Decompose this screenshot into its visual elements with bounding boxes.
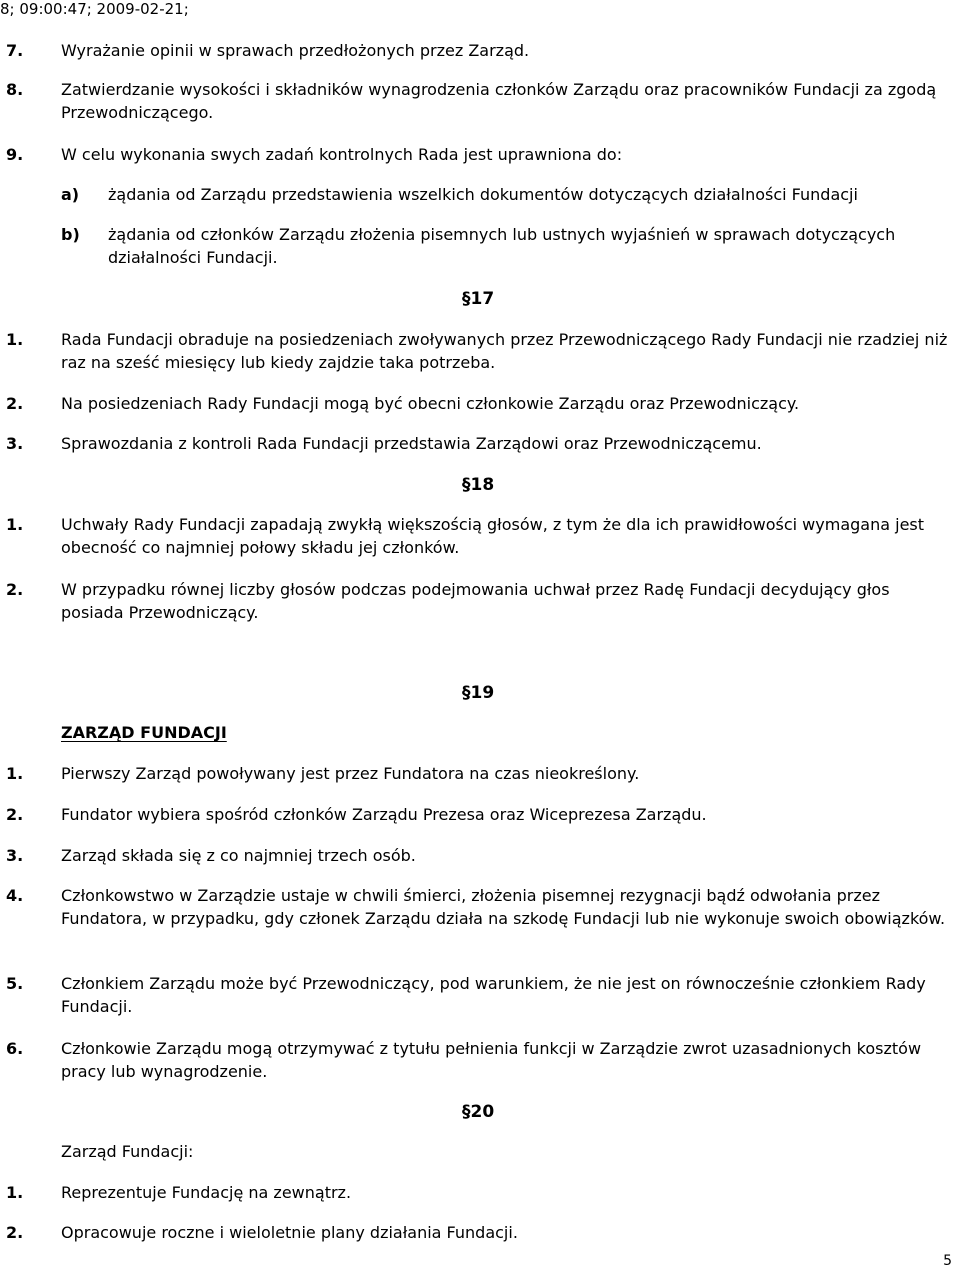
section-19-title: §19 — [462, 683, 495, 703]
item-number: 2. — [6, 805, 24, 824]
sub-item-a — [61, 183, 956, 206]
s17-item-1 — [6, 328, 950, 374]
s19-item-2 — [6, 803, 950, 826]
item-number: 1. — [6, 764, 24, 783]
s18-item-2 — [6, 578, 950, 624]
item-text: Zarząd składa się z co najmniej trzech osób. — [61, 846, 416, 865]
s19-item-4 — [6, 884, 950, 930]
item-number: 1. — [6, 515, 24, 534]
header-stamp: 8; 09:00:47; 2009-02-21; — [0, 0, 189, 18]
item-number: 5. — [6, 974, 24, 993]
section-17-title: §17 — [462, 289, 495, 309]
list-item-9 — [6, 143, 950, 166]
item-text: Członkowstwo w Zarządzie ustaje w chwili śmierci, złożenia pisemnej rezygnacji bądź odwołania przez Fundatora, w przypadku, gdy członek Zarządu działa na szkodę Fundacji lub nie wykonuje swoich obowiązków. — [61, 886, 946, 928]
item-text: żądania od Zarządu przedstawienia wszelkich dokumentów dotyczących działalności Fundacji — [108, 185, 858, 204]
item-number: 2. — [6, 580, 24, 599]
s19-item-6 — [6, 1037, 950, 1083]
item-number: 7. — [6, 41, 24, 60]
s19-item-3 — [6, 844, 950, 867]
s19-item-1 — [6, 762, 950, 785]
item-text: Fundator wybiera spośród członków Zarządu Prezesa oraz Wiceprezesa Zarządu. — [61, 805, 707, 824]
page-number: 5 — [943, 1253, 952, 1269]
item-number: b) — [61, 225, 80, 244]
s19-item-5 — [6, 972, 950, 1018]
item-text: Rada Fundacji obraduje na posiedzeniach zwoływanych przez Przewodniczącego Rady Fundacji nie rzadziej niż raz na sześć miesięcy lub kiedy zajdzie taka potrzeba. — [61, 330, 948, 372]
item-number: 4. — [6, 886, 24, 905]
item-text: W celu wykonania swych zadań kontrolnych Rada jest uprawniona do: — [61, 145, 623, 164]
item-text: Członkiem Zarządu może być Przewodniczący, pod warunkiem, że nie jest on równocześnie członkiem Rady Fundacji. — [61, 974, 926, 1016]
item-number: 6. — [6, 1039, 24, 1058]
section-heading-zarzad: ZARZĄD FUNDACJI — [61, 723, 227, 742]
s17-item-2 — [6, 392, 950, 415]
item-number: 9. — [6, 145, 24, 164]
item-text: Członkowie Zarządu mogą otrzymywać z tytułu pełnienia funkcji w Zarządzie zwrot uzasadnionych kosztów pracy lub wynagrodzenie. — [61, 1039, 922, 1081]
item-text: Sprawozdania z kontroli Rada Fundacji przedstawia Zarządowi oraz Przewodniczącemu. — [61, 434, 762, 453]
item-text: żądania od członków Zarządu złożenia pisemnych lub ustnych wyjaśnień w sprawach dotyczących działalności Fundacji. — [108, 225, 896, 267]
item-number: 8. — [6, 80, 24, 99]
s17-item-3 — [6, 432, 950, 455]
section-18-title: §18 — [462, 475, 495, 495]
item-text: Uchwały Rady Fundacji zapadają zwykłą większością głosów, z tym że dla ich prawidłowości wymagana jest obecność co najmniej połowy składu jej członków. — [61, 515, 925, 557]
s20-item-1 — [6, 1181, 950, 1204]
item-text: Wyrażanie opinii w sprawach przedłożonych przez Zarząd. — [61, 41, 530, 60]
item-text: W przypadku równej liczby głosów podczas podejmowania uchwał przez Radę Fundacji decydujący głos posiada Przewodniczący. — [61, 580, 890, 622]
item-number: 1. — [6, 1183, 24, 1202]
item-text: Opracowuje roczne i wieloletnie plany działania Fundacji. — [61, 1223, 518, 1242]
s20-item-2 — [6, 1221, 950, 1244]
item-text: Reprezentuje Fundację na zewnątrz. — [61, 1183, 352, 1202]
item-number: 1. — [6, 330, 24, 349]
item-text: Na posiedzeniach Rady Fundacji mogą być obecni członkowie Zarządu oraz Przewodniczący. — [61, 394, 800, 413]
list-item-7 — [6, 39, 950, 62]
item-number: 3. — [6, 846, 24, 865]
sub-item-b — [61, 223, 956, 269]
section-20-intro: Zarząd Fundacji: — [61, 1142, 194, 1161]
item-text: Zatwierdzanie wysokości i składników wynagrodzenia członków Zarządu oraz pracowników Fundacji za zgodą Przewodniczącego. — [61, 80, 937, 122]
item-text: Pierwszy Zarząd powoływany jest przez Fundatora na czas nieokreślony. — [61, 764, 640, 783]
section-20-title: §20 — [462, 1102, 495, 1122]
item-number: a) — [61, 185, 80, 204]
item-number: 3. — [6, 434, 24, 453]
list-item-8 — [6, 78, 950, 124]
item-number: 2. — [6, 394, 24, 413]
s18-item-1 — [6, 513, 950, 559]
item-number: 2. — [6, 1223, 24, 1242]
